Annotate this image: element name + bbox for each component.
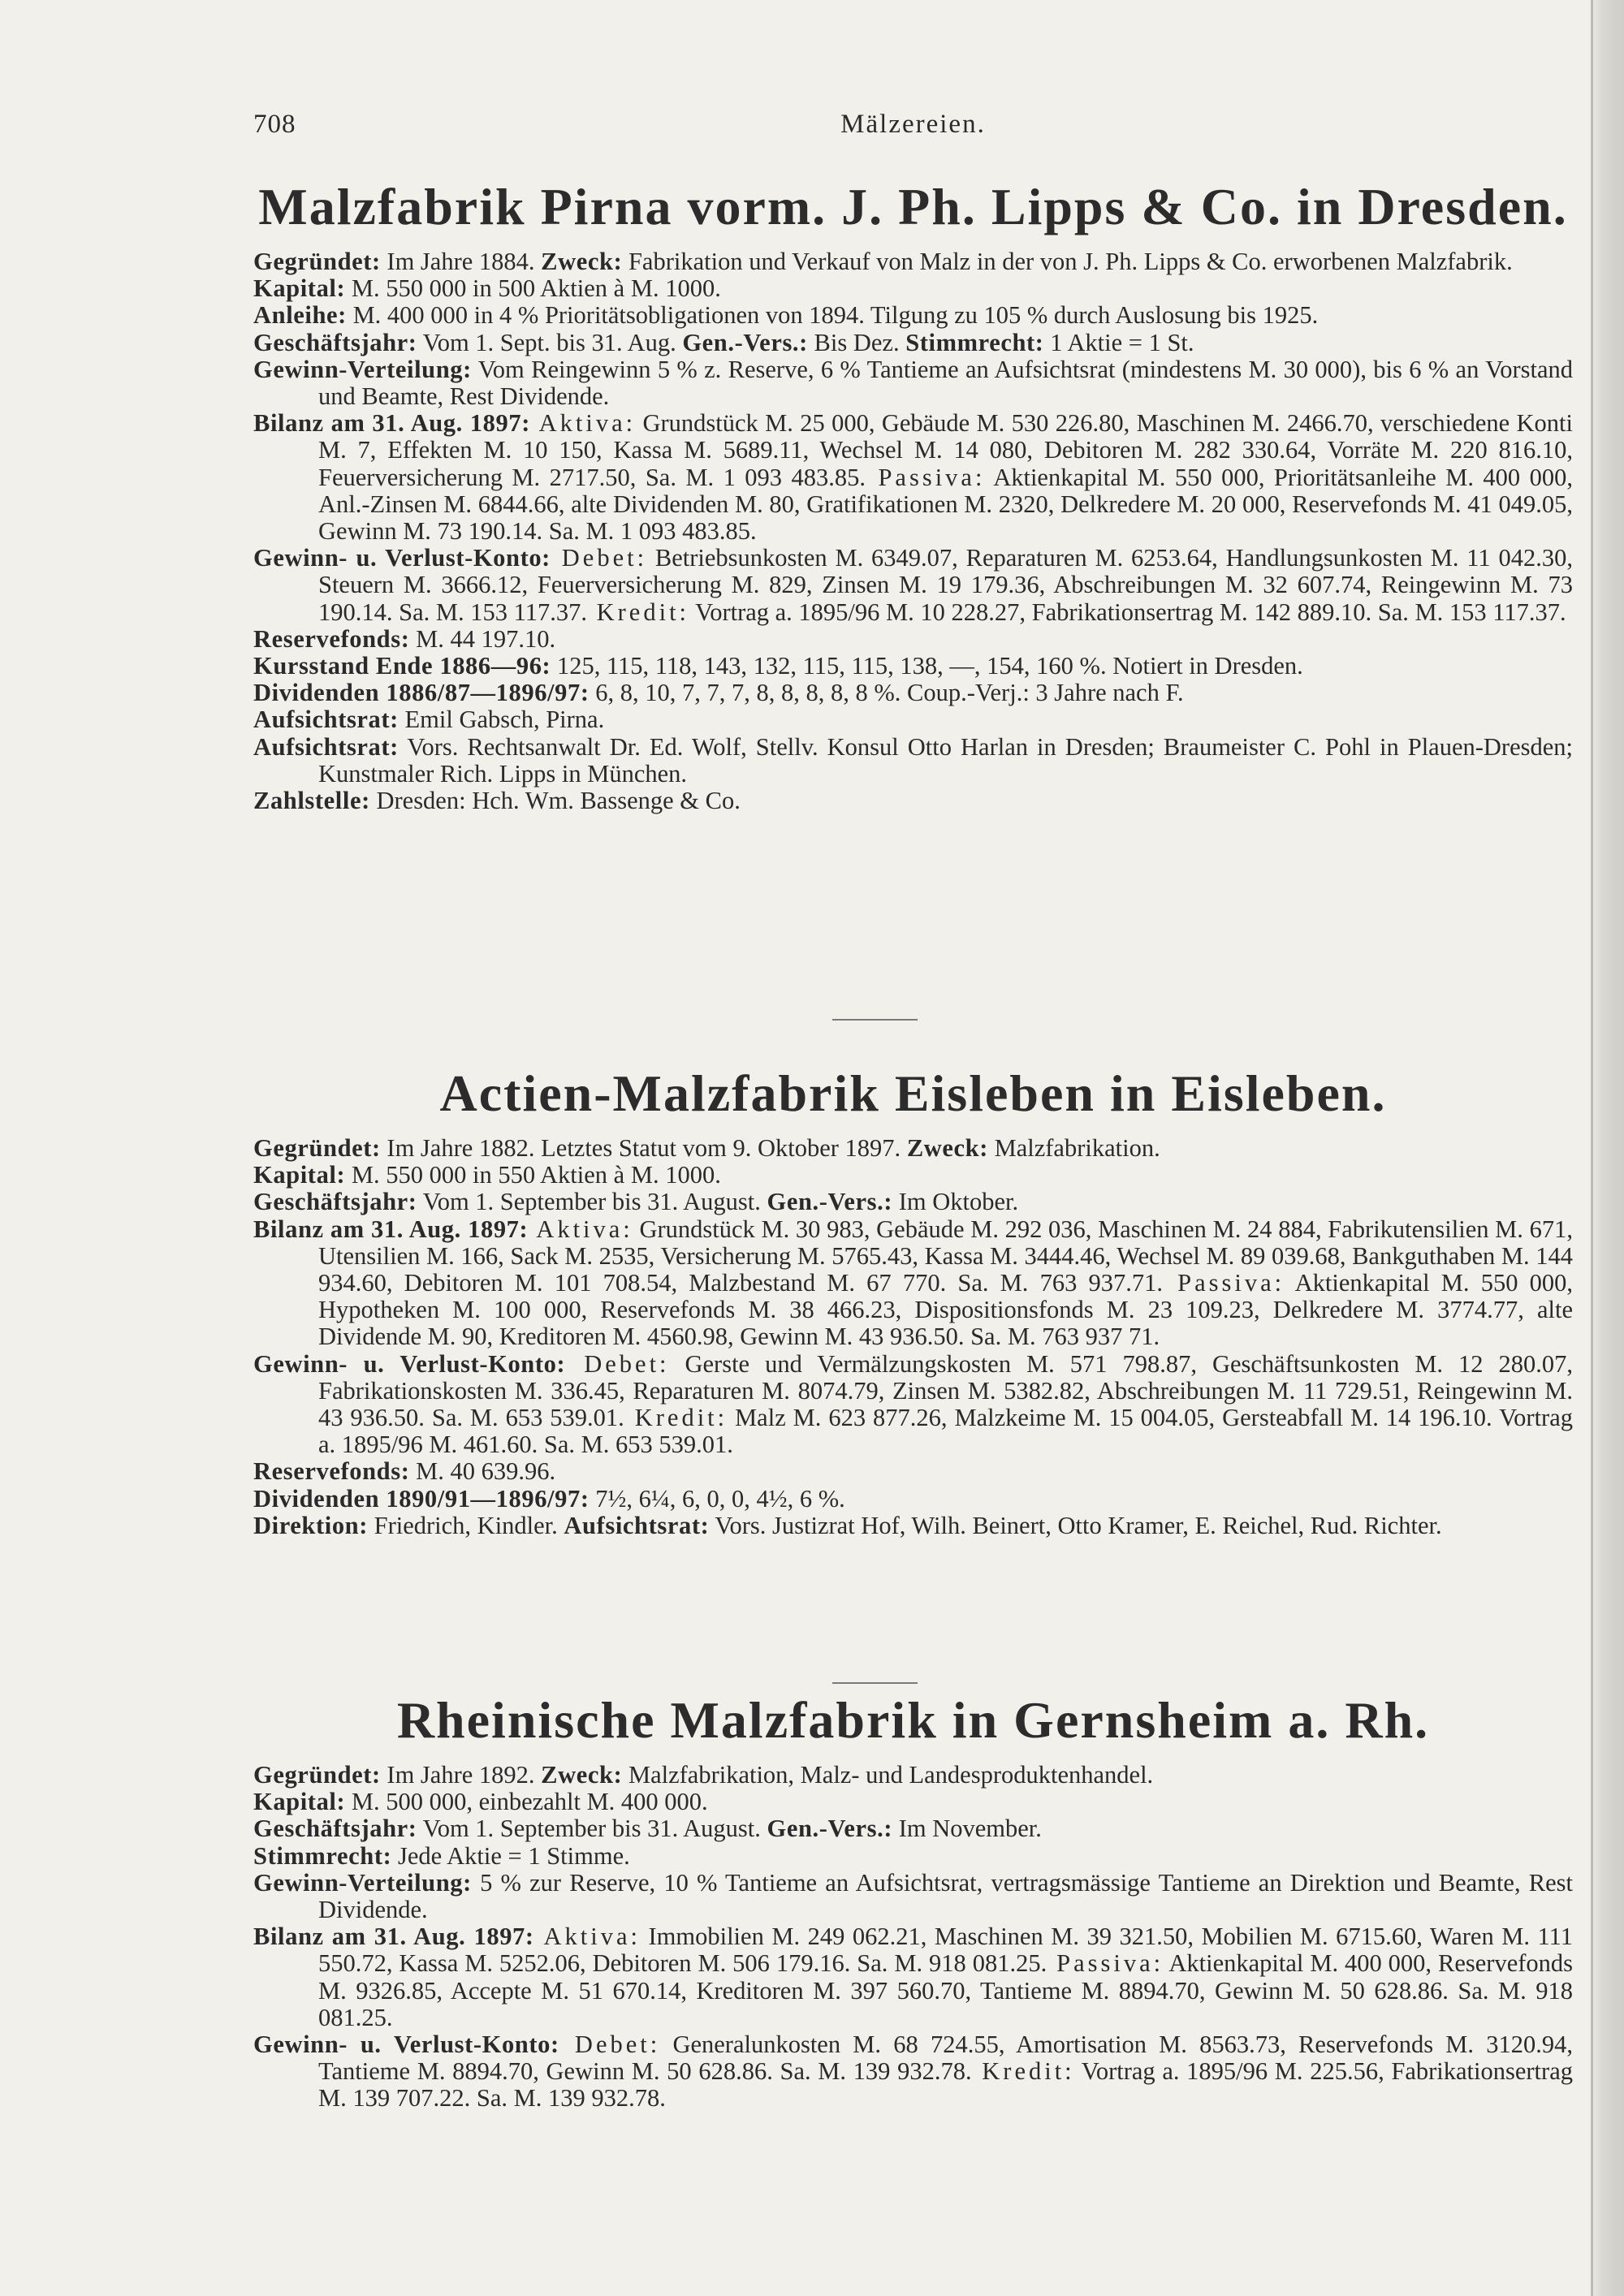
company-entry-gernsheim	[253, 1690, 1573, 2113]
entry-capital	[253, 1162, 1573, 1189]
field-label: Zweck:	[541, 1761, 623, 1789]
field-value: Emil Gabsch, Pirna.	[398, 706, 605, 734]
field-label: Gen.-Vers.:	[682, 328, 808, 356]
entry-reserve	[253, 626, 1573, 653]
field-label: Kapital:	[253, 1788, 346, 1816]
field-label: Stimmrecht:	[253, 1841, 392, 1870]
entry-quotes	[253, 653, 1573, 680]
entry-founded	[253, 1762, 1573, 1789]
field-value: Malzfabrikation, Malz- und Landesproduktenhandel.	[622, 1761, 1154, 1789]
field-value: M. 400 000 in 4 % Prioritätsobligationen von 1894. Tilgung zu 105 % durch Auslosung bis 1925.	[346, 301, 1319, 330]
sub-label: Kredit:	[624, 1404, 728, 1432]
entry-management	[253, 1513, 1573, 1539]
entry-voting-right	[253, 1843, 1573, 1870]
field-value: M. 550 000 in 500 Aktien à M. 1000.	[345, 274, 721, 303]
field-label: Geschäftsjahr:	[253, 1188, 417, 1216]
field-label: Gen.-Vers.:	[767, 1815, 893, 1843]
entry-profit-distribution	[253, 1870, 1573, 1923]
entry-capital	[253, 1789, 1573, 1815]
field-value: Malz M. 623 877.26, Malzkeime M. 15 004.05, Gersteabfall M. 14 196.10. Vortrag a. 1895/96 M. 461.60. Sa. M. 653 539.01.	[318, 1404, 1573, 1459]
field-value: Im Oktober.	[892, 1188, 1019, 1216]
field-value: Vom 1. September bis 31. August.	[417, 1815, 767, 1843]
field-label: Gewinn- u. Verlust-Konto:	[253, 1349, 566, 1378]
field-label: Bilanz am 31. Aug. 1897:	[253, 1923, 534, 1951]
field-label: Gewinn-Verteilung:	[253, 355, 472, 383]
field-label: Gewinn- u. Verlust-Konto:	[253, 544, 551, 572]
field-value: 125, 115, 118, 143, 132, 115, 115, 138, —, 154, 160 %. Notiert in Dresden.	[551, 652, 1303, 680]
sub-label: Debet:	[550, 544, 648, 572]
sub-label: Passiva:	[1047, 1949, 1164, 1978]
company-entry-eisleben	[253, 1064, 1573, 1539]
entry-body	[253, 1135, 1573, 1539]
field-label: Anleihe:	[253, 301, 347, 330]
field-value: Generalunkosten M. 68 724.55, Amortisation M. 8563.73, Reservefonds M. 3120.94, Tantieme M. 8894.70, Gewinn M. 50 628.86. Sa. M. 139 932.78.	[318, 2031, 1573, 2086]
field-value: Im Jahre 1882. Letztes Statut vom 9. Oktober 1897.	[380, 1134, 907, 1162]
field-label: Reservefonds:	[253, 1457, 410, 1486]
field-label: Reservefonds:	[253, 624, 410, 653]
entry-profit-distribution	[253, 356, 1573, 410]
field-label: Aufsichtsrat:	[253, 732, 399, 761]
field-value: 6, 8, 10, 7, 7, 7, 8, 8, 8, 8, 8 %. Coup.-Verj.: 3 Jahre nach F.	[589, 679, 1184, 707]
entry-dividends	[253, 1486, 1573, 1513]
field-label: Geschäftsjahr:	[253, 1815, 417, 1843]
field-label: Aufsichtsrat:	[564, 1511, 710, 1539]
running-title: Mälzereien.	[840, 110, 986, 139]
section-divider	[832, 1682, 918, 1684]
field-label: Zweck:	[906, 1134, 988, 1162]
field-label: Dividenden 1886/87—1896/97:	[253, 679, 590, 707]
entry-board-members	[253, 734, 1573, 788]
field-label: Geschäftsjahr:	[253, 328, 417, 356]
field-label: Direktion:	[253, 1511, 368, 1539]
sub-label: Kredit:	[971, 2057, 1075, 2086]
field-label: Dividenden 1890/91—1896/97:	[253, 1484, 590, 1513]
field-label: Kursstand Ende 1886—96:	[253, 652, 551, 680]
field-value: M. 500 000, einbezahlt M. 400 000.	[345, 1788, 708, 1816]
field-value: Vors. Justizrat Hof, Wilh. Beinert, Otto Kramer, E. Reichel, Rud. Richter.	[709, 1511, 1442, 1539]
field-value: Malzfabrikation.	[987, 1134, 1160, 1162]
field-value: M. 44 197.10.	[409, 624, 556, 653]
sub-label: Aktiva:	[533, 1923, 641, 1951]
entry-profit-loss	[253, 545, 1573, 626]
entry-fiscal-year	[253, 1815, 1573, 1842]
field-label: Zahlstelle:	[253, 787, 370, 815]
field-value: Friedrich, Kindler.	[368, 1511, 564, 1539]
sub-label: Debet:	[559, 2031, 661, 2059]
field-label: Kapital:	[253, 1161, 346, 1189]
field-value: 5 % zur Reserve, 10 % Tantieme an Aufsichtsrat, vertragsmässige Tantieme an Direktion und Beamte, Rest Dividende.	[318, 1868, 1573, 1924]
sub-label: Aktiva:	[529, 409, 637, 438]
entry-profit-loss	[253, 2031, 1573, 2113]
field-label: Bilanz am 31. Aug. 1897:	[253, 1215, 529, 1243]
entry-body	[253, 248, 1573, 814]
field-label: Gegründet:	[253, 1134, 381, 1162]
page-number: 708	[253, 110, 296, 139]
entry-board	[253, 706, 1573, 733]
entry-loan	[253, 302, 1573, 329]
field-value: Grundstück M. 25 000, Gebäude M. 530 226.80, Maschinen M. 2466.70, verschiedene Konti M. 7, Effekten M. 10 150, Kassa M. 5689.11, Wechsel M. 14 080, Debitoren M. 282 330.64, Vorräte M. 220 816.10, Feuerversicherung M. 2717.50, Sa. M. 1 093 483.85.	[318, 409, 1573, 491]
field-value: Aktienkapital M. 550 000, Hypotheken M. 100 000, Reservefonds M. 38 466.23, Dispositionsfonds M. 23 109.23, Delkredere M. 3774.77, alte Dividende M. 90, Kreditoren M. 4560.98, Gewinn M. 43 936.50. Sa. M. 763 937 71.	[318, 1269, 1573, 1351]
field-label: Gewinn- u. Verlust-Konto:	[253, 2031, 559, 2059]
entry-dividends	[253, 680, 1573, 706]
company-title: Malzfabrik Pirna vorm. J. Ph. Lipps & Co. in Dresden.	[258, 178, 1568, 235]
field-value: Dresden: Hch. Wm. Bassenge & Co.	[369, 787, 741, 815]
entry-fiscal-year	[253, 330, 1573, 356]
field-value: Jede Aktie = 1 Stimme.	[391, 1841, 630, 1870]
field-value: 7½, 6¼, 6, 0, 0, 4½, 6 %.	[589, 1484, 845, 1513]
entry-founded	[253, 248, 1573, 275]
field-value: Vom 1. Sept. bis 31. Aug.	[417, 328, 683, 356]
field-label: Gewinn-Verteilung:	[253, 1868, 472, 1897]
sub-label: Aktiva:	[528, 1215, 633, 1243]
field-label: Gen.-Vers.:	[767, 1188, 893, 1216]
field-value: Bis Dez.	[807, 328, 906, 356]
field-value: Aktienkapital M. 400 000, Reservefonds M. 9326.85, Accepte M. 51 670.14, Kreditoren M. 397 560.70, Tantieme M. 8894.70, Gewinn M. 50 628.86. Sa. M. 918 081.25.	[318, 1949, 1574, 2031]
field-label: Zweck:	[541, 248, 623, 275]
field-value: Aktienkapital M. 550 000, Prioritätsanleihe M. 400 000, Anl.-Zinsen M. 6844.66, alte Dividenden M. 80, Gratifikationen M. 2320, Delkredere M. 20 000, Reservefonds M. 41 049.05, Gewinn M. 73 190.14. Sa. M. 1 093 483.85.	[318, 463, 1574, 546]
company-entry-pirna	[253, 177, 1573, 814]
field-value: Im Jahre 1892.	[380, 1761, 542, 1789]
entry-reserve	[253, 1458, 1573, 1485]
field-value: Fabrikation und Verkauf von Malz in der von J. Ph. Lipps & Co. erworbenen Malzfabrik.	[622, 248, 1513, 275]
field-label: Kapital:	[253, 274, 346, 303]
sub-label: Passiva:	[1163, 1269, 1285, 1297]
field-value: M. 550 000 in 550 Aktien à M. 1000.	[345, 1161, 721, 1189]
section-divider	[832, 1019, 918, 1021]
field-value: Grundstück M. 30 983, Gebäude M. 292 036, Maschinen M. 24 884, Fabrikutensilien M. 671, Utensilien M. 166, Sack M. 2535, Versicherung M. 5765.43, Kassa M. 3444.46, Wechsel M. 89 039.68, Bankguthaben M. 144 934.60, Debitoren M. 101 708.54, Malzbestand M. 67 770. Sa. M. 763 937.71.	[318, 1215, 1574, 1297]
field-label: Aufsichtsrat:	[253, 706, 399, 734]
field-label: Gegründet:	[253, 1761, 381, 1789]
field-value: Vortrag a. 1895/96 M. 10 228.27, Fabrikationsertrag M. 142 889.10. Sa. M. 153 117.37.	[689, 598, 1566, 626]
field-value: Immobilien M. 249 062.21, Maschinen M. 39 321.50, Mobilien M. 6715.60, Waren M. 111 550.72, Kassa M. 5252.06, Debitoren M. 506 179.16. Sa. M. 918 081.25.	[318, 1923, 1573, 1978]
sub-label: Passiva:	[866, 463, 986, 491]
field-label: Bilanz am 31. Aug. 1897:	[253, 409, 530, 438]
entry-capital	[253, 275, 1573, 302]
field-value: Betriebsunkosten M. 6349.07, Reparaturen M. 6253.64, Handlungsunkosten M. 11 042.30, Steuern M. 3666.12, Feuerversicherung M. 829, Zinsen M. 19 179.36, Abschreibungen M. 32 607.74, Reingewinn M. 73 190.14. Sa. M. 153 117.37.	[318, 544, 1573, 626]
page-edge-shadow	[1591, 0, 1624, 2296]
entry-fiscal-year	[253, 1189, 1573, 1215]
field-label: Gegründet:	[253, 248, 381, 275]
field-value: Vors. Rechtsanwalt Dr. Ed. Wolf, Stellv. Konsul Otto Harlan in Dresden; Braumeister C. Pohl in Plauen-Dresden; Kunstmaler Rich. Lipps in München.	[318, 732, 1573, 788]
field-value: Vortrag a. 1895/96 M. 225.56, Fabrikationsertrag M. 139 707.22. Sa. M. 139 932.78.	[318, 2057, 1573, 2113]
company-title: Actien-Malzfabrik Eisleben in Eisleben.	[439, 1064, 1387, 1122]
page-header	[253, 110, 1573, 150]
field-value: Vom 1. September bis 31. August.	[417, 1188, 767, 1216]
field-value: Im November.	[892, 1815, 1042, 1843]
field-value: Im Jahre 1884.	[380, 248, 542, 275]
field-value: 1 Aktie = 1 St.	[1043, 328, 1194, 356]
entry-paying-agent	[253, 788, 1573, 814]
field-value: Gerste und Vermälzungskosten M. 571 798.87, Geschäftsunkosten M. 12 280.07, Fabrikationskosten M. 336.45, Reparaturen M. 8074.79, Zinsen M. 5382.82, Abschreibungen M. 11 729.51, Reingewinn M. 43 936.50. Sa. M. 653 539.01.	[318, 1349, 1573, 1432]
field-value: M. 40 639.96.	[409, 1457, 556, 1486]
field-value: Vom Reingewinn 5 % z. Reserve, 6 % Tantieme an Aufsichtsrat (mindestens M. 30 000), bis 6 % an Vorstand und Beamte, Rest Dividende.	[318, 355, 1573, 411]
entry-balance	[253, 410, 1573, 545]
company-title: Rheinische Malzfabrik in Gernsheim a. Rh.	[396, 1691, 1430, 1749]
entry-body	[253, 1762, 1573, 2113]
entry-profit-loss	[253, 1351, 1573, 1459]
sub-label: Kredit:	[587, 598, 690, 626]
field-label: Stimmrecht:	[905, 328, 1044, 356]
entry-founded	[253, 1135, 1573, 1162]
sub-label: Debet:	[565, 1349, 670, 1378]
entry-balance	[253, 1923, 1573, 2031]
entry-balance	[253, 1216, 1573, 1351]
